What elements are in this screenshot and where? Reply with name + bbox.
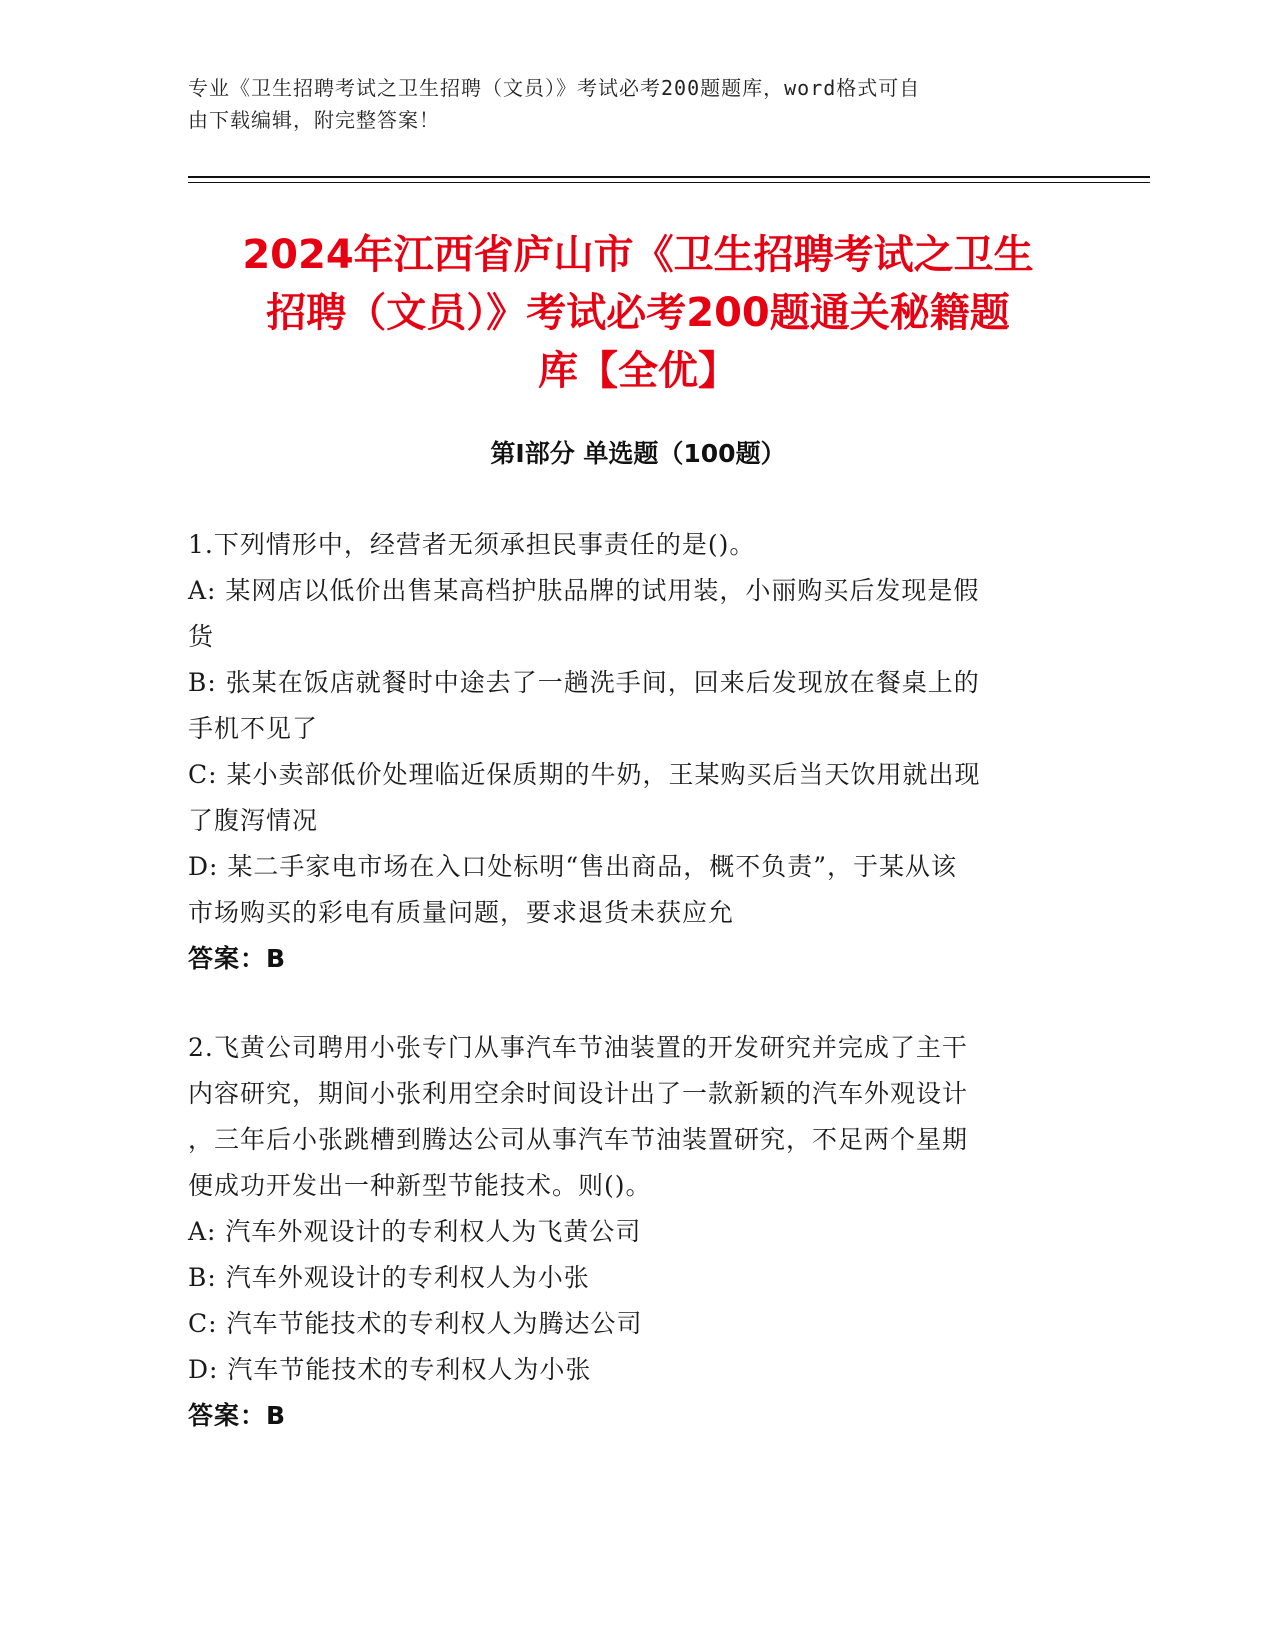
question-stem-line-3: ，三年后小张跳槽到腾达公司从事汽车节油装置研究，不足两个星期 [188, 1125, 969, 1154]
option-a-continued: 货 [188, 622, 215, 651]
option-c: C: 某小卖部低价处理临近保质期的牛奶，王某购买后当天饮用就出现 [188, 760, 981, 789]
answer: 答案：B [188, 1401, 287, 1430]
section-title: 第I部分 单选题（100题） [490, 439, 786, 468]
document-title-line-1: 2024年江西省庐山市《卫生招聘考试之卫生 [242, 232, 1034, 278]
question-stem-line-4: 便成功开发出一种新型节能技术。则()。 [188, 1171, 652, 1200]
option-a: A: 某网店以低价出售某高档护肤品牌的试用装，小丽购买后发现是假 [188, 576, 980, 605]
question-stem: 1.下列情形中，经营者无须承担民事责任的是()。 [188, 530, 756, 559]
option-d-continued: 市场购买的彩电有质量问题，要求退货未获应允 [188, 898, 735, 927]
option-b: B: 张某在饭店就餐时中途去了一趟洗手间，回来后发现放在餐桌上的 [188, 668, 980, 697]
header-note [188, 72, 1068, 136]
option-b: B: 汽车外观设计的专利权人为小张 [188, 1263, 590, 1292]
answer: 答案：B [188, 944, 287, 973]
header-divider-thin [188, 182, 1150, 183]
header-note-line-1: 专业《卫生招聘考试之卫生招聘（文员）》考试必考200题题库，word格式可自 [188, 76, 921, 100]
option-b-continued: 手机不见了 [188, 714, 319, 743]
question-stem-line-1: 2.飞黄公司聘用小张专门从事汽车节油装置的开发研究并完成了主干 [188, 1033, 968, 1062]
option-d: D: 某二手家电市场在入口处标明“售出商品，概不负责”，于某从该 [188, 852, 957, 881]
question-1 [188, 522, 1068, 982]
header-divider-thick [188, 176, 1150, 178]
document-title-line-2: 招聘（文员）》考试必考200题通关秘籍题 [266, 290, 1010, 336]
option-a: A: 汽车外观设计的专利权人为飞黄公司 [188, 1217, 642, 1246]
option-c-continued: 了腹泻情况 [188, 806, 319, 835]
document-title [188, 226, 1088, 400]
header-note-line-2: 由下载编辑，附完整答案！ [188, 108, 440, 132]
document-title-line-3: 库【全优】 [538, 348, 738, 394]
question-2 [188, 1025, 1068, 1439]
question-stem-line-2: 内容研究，期间小张利用空余时间设计出了一款新颖的汽车外观设计 [188, 1079, 969, 1108]
option-c: C: 汽车节能技术的专利权人为腾达公司 [188, 1309, 643, 1338]
option-d: D: 汽车节能技术的专利权人为小张 [188, 1355, 592, 1384]
